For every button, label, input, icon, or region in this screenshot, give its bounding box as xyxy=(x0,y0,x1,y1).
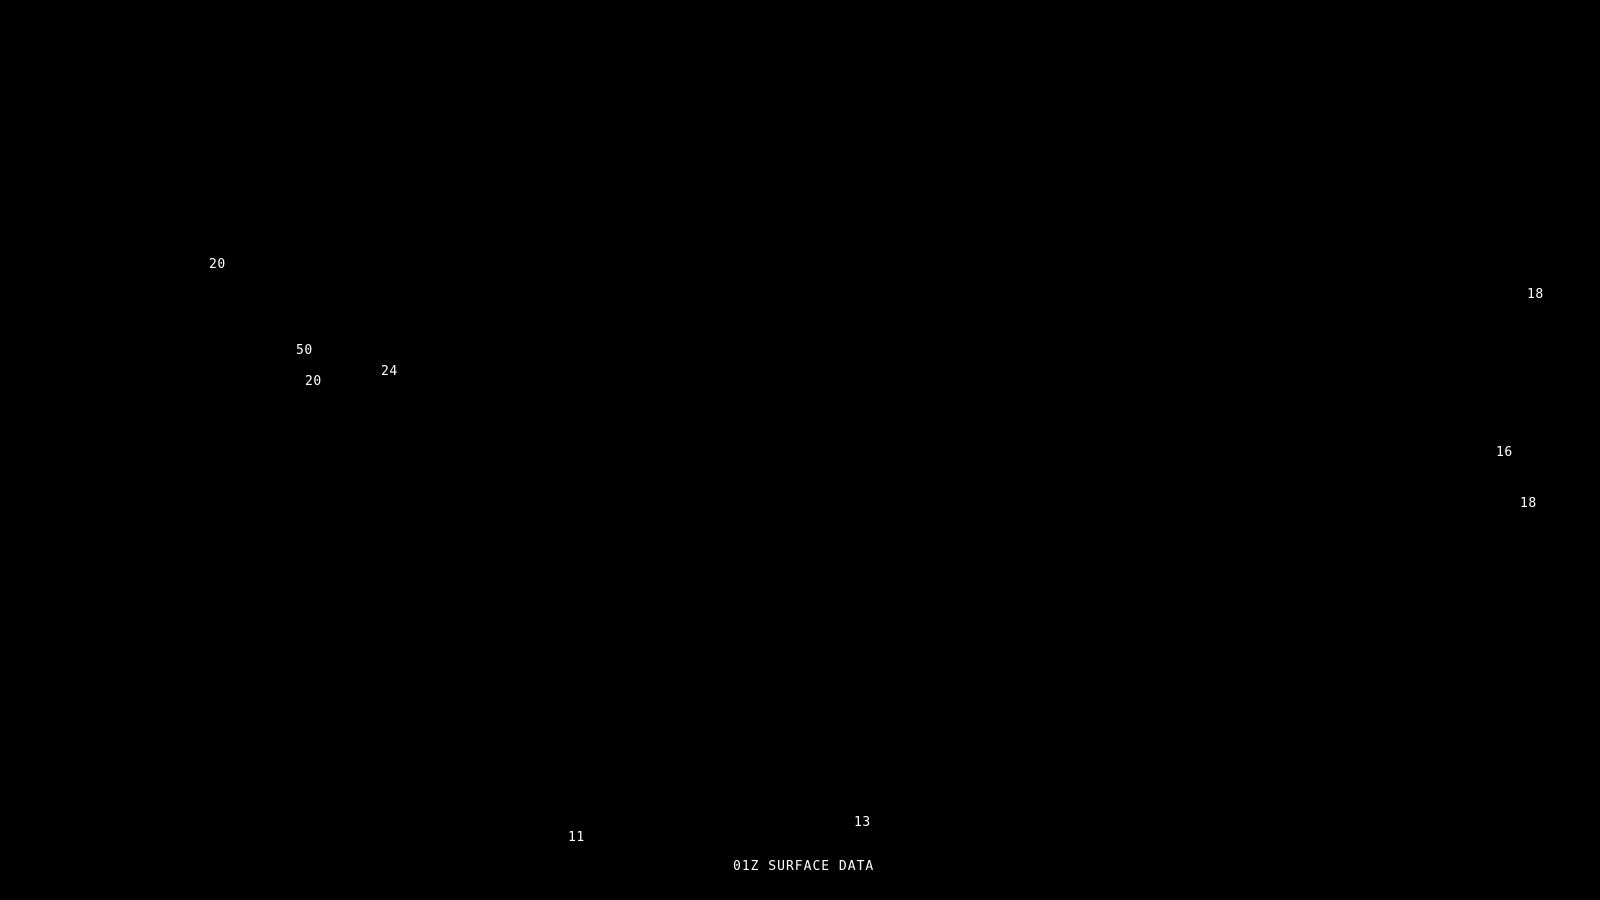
map-caption: 01Z SURFACE DATA xyxy=(733,859,875,874)
observation-value: 16 xyxy=(1496,445,1513,460)
observation-value: 18 xyxy=(1520,496,1537,511)
observation-value: 20 xyxy=(209,257,226,272)
observation-value: 18 xyxy=(1527,287,1544,302)
observation-value: 50 xyxy=(296,343,313,358)
observation-value: 11 xyxy=(568,830,585,845)
observation-value: 20 xyxy=(305,374,322,389)
observation-value: 24 xyxy=(381,364,398,379)
observation-value: 13 xyxy=(854,815,871,830)
